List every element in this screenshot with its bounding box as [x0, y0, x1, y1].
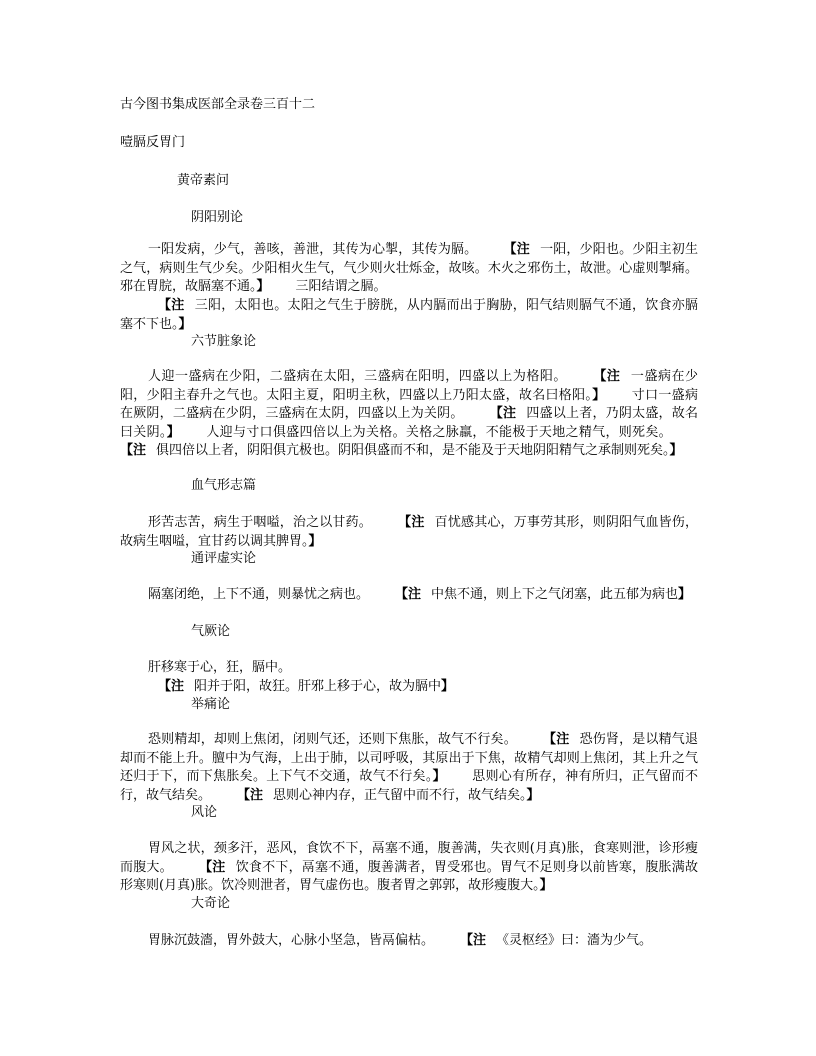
- note-close: 】: [526, 787, 540, 803]
- section-heading: 血气形志篇: [191, 478, 257, 493]
- note-text: 四盛以上者，乃阴太盛，故名曰关阴。: [120, 406, 698, 440]
- section-heading: 六节脏象论: [191, 334, 257, 349]
- note-open: 【注: [460, 933, 487, 948]
- main-text: 寸口一盛病在厥阴，二盛病在少阴，三盛病在太阴，四盛以上为关阴。: [120, 387, 698, 421]
- section-paragraph: [120, 241, 698, 297]
- note-open: 【注: [503, 242, 530, 257]
- section-paragraph: [120, 731, 698, 805]
- section-heading: 大奇论: [191, 896, 231, 911]
- note-text: 思则心神内存，正气留中而不行，故气结矣。: [273, 787, 527, 803]
- note-text: 一阳，少阳也。少阳主初生之气，病则生气少矣。少阳相火生气，气少则火壮烁金，故咳。木火之邪伤土，故泄。心虚则掣痛。邪在胃脘，故膈塞不通。: [120, 242, 698, 294]
- note-open: 【注: [592, 369, 621, 384]
- note-open: 【注: [237, 787, 264, 803]
- book-heading: 黄帝素问: [177, 173, 230, 188]
- category-heading: 噎膈反胃门: [120, 135, 186, 150]
- note-text: 俱四倍以上者，阴阳俱亢极也。阴阳俱盛而不和，是不能及于天地阴阳精气之承制则死矣。: [156, 443, 670, 458]
- main-text: 肝移寒于心，狂，膈中。: [148, 660, 292, 675]
- note-open: 【注: [158, 679, 185, 694]
- section-paragraph: [120, 514, 698, 551]
- section-heading: 阴阳别论: [191, 210, 244, 225]
- note-close: 】: [678, 587, 692, 602]
- note-close: 】: [178, 316, 192, 332]
- section-heading: 气厥论: [191, 624, 231, 639]
- note-close: 】: [592, 387, 606, 403]
- section-paragraph: [120, 659, 698, 678]
- section-heading: 举痛论: [191, 697, 231, 712]
- note-open: 【注: [198, 859, 226, 875]
- note-close: 】: [166, 424, 181, 440]
- main-text: 恐则精却，却则上焦闭，闭则气还，还则下焦胀，故气不行矣。: [148, 732, 517, 747]
- note-open: 【注: [489, 406, 517, 421]
- note-text: 饮食不下，鬲塞不通，腹善满者，胃受邪也。胃气不足则身以前皆寒，腹胀满故形寒则(月真)胀。饮冷则泄者，胃气虚伤也。腹者胃之郭郭，故形瘦腹大。: [120, 859, 698, 893]
- main-text: 胃风之状，颈多汗，恶风，食饮不下，鬲塞不通，腹善满，失衣则(月真)胀，食寒则泄，诊形瘦而腹大。: [120, 841, 698, 875]
- note-close: 】: [256, 279, 270, 294]
- note-open: 【注: [158, 298, 185, 313]
- main-text: 人迎与寸口俱盛四倍以上为关格。关格之脉羸，不能极于天地之精气，则死矣。: [206, 424, 672, 440]
- main-text: 隔塞闭绝，上下不通，则暴忧之病也。: [148, 587, 370, 602]
- note-text: 《灵枢经》曰：濇为少气。: [496, 933, 653, 948]
- section-heading: 风论: [191, 805, 218, 820]
- note-text: 百忧感其心，万事劳其形，则阴阳气血皆伤，故病生咽嗌，宜甘药以调其脾胃。: [120, 515, 698, 549]
- note-open: 【注: [397, 515, 425, 530]
- note-paragraph: [120, 297, 698, 334]
- note-text: 三阳，太阳也。太阳之气生于膀胱，从内膈而出于胸胁，阳气结则膈气不通，饮食亦膈塞不下也。: [120, 298, 698, 332]
- section-paragraph: [120, 840, 698, 896]
- note-text: 中焦不通，则上下之气闭塞，此五郁为病也: [431, 587, 679, 602]
- section-heading: 通评虚实论: [191, 551, 257, 566]
- note-paragraph: [120, 678, 698, 697]
- note-close: 】: [669, 443, 683, 458]
- main-text: 思则心有所存，神有所归，正气留而不行，故气结矣。: [120, 769, 698, 803]
- note-open: 【注: [120, 443, 147, 458]
- note-open: 【注: [542, 732, 570, 747]
- note-text: 一盛病在少阳，少阳主春升之气也。太阳主夏，阳明主秋，四盛以上乃阳太盛，故名曰格阳。: [120, 369, 698, 403]
- note-close: 】: [441, 679, 455, 694]
- note-close: 】: [432, 769, 446, 784]
- note-close: 】: [539, 878, 553, 893]
- main-text: 形苦志苦，病生于咽嗌，治之以甘药。: [148, 515, 372, 530]
- section-paragraph: [120, 932, 698, 951]
- main-text: 三阳结谓之膈。: [295, 279, 387, 294]
- note-close: 】: [308, 533, 322, 549]
- main-text: 人迎一盛病在少阳，二盛病在太阳，三盛病在阳明，四盛以上为格阳。: [148, 369, 567, 384]
- note-text: 恐伤肾，是以精气退却而不能上升。膻中为气海，上出于肺，以司呼吸，其原出于下焦，故精气却则上焦闭，其上升之气还归于下，而下焦胀矣。上下气不交通，故气不行矣。: [120, 732, 698, 784]
- note-text: 阳并于阳，故狂。肝邪上移于心，故为膈中: [194, 679, 442, 694]
- main-text: 一阳发病，少气，善咳，善泄，其传为心掣，其传为膈。: [148, 242, 478, 257]
- main-text: 胃脉沉鼓濇，胃外鼓大，心脉小坚急，皆鬲偏枯。: [148, 933, 435, 948]
- section-paragraph: [120, 586, 698, 605]
- document-title: 古今图书集成医部全录卷三百十二: [120, 97, 316, 112]
- note-open: 【注: [395, 587, 422, 602]
- section-paragraph: [120, 368, 698, 461]
